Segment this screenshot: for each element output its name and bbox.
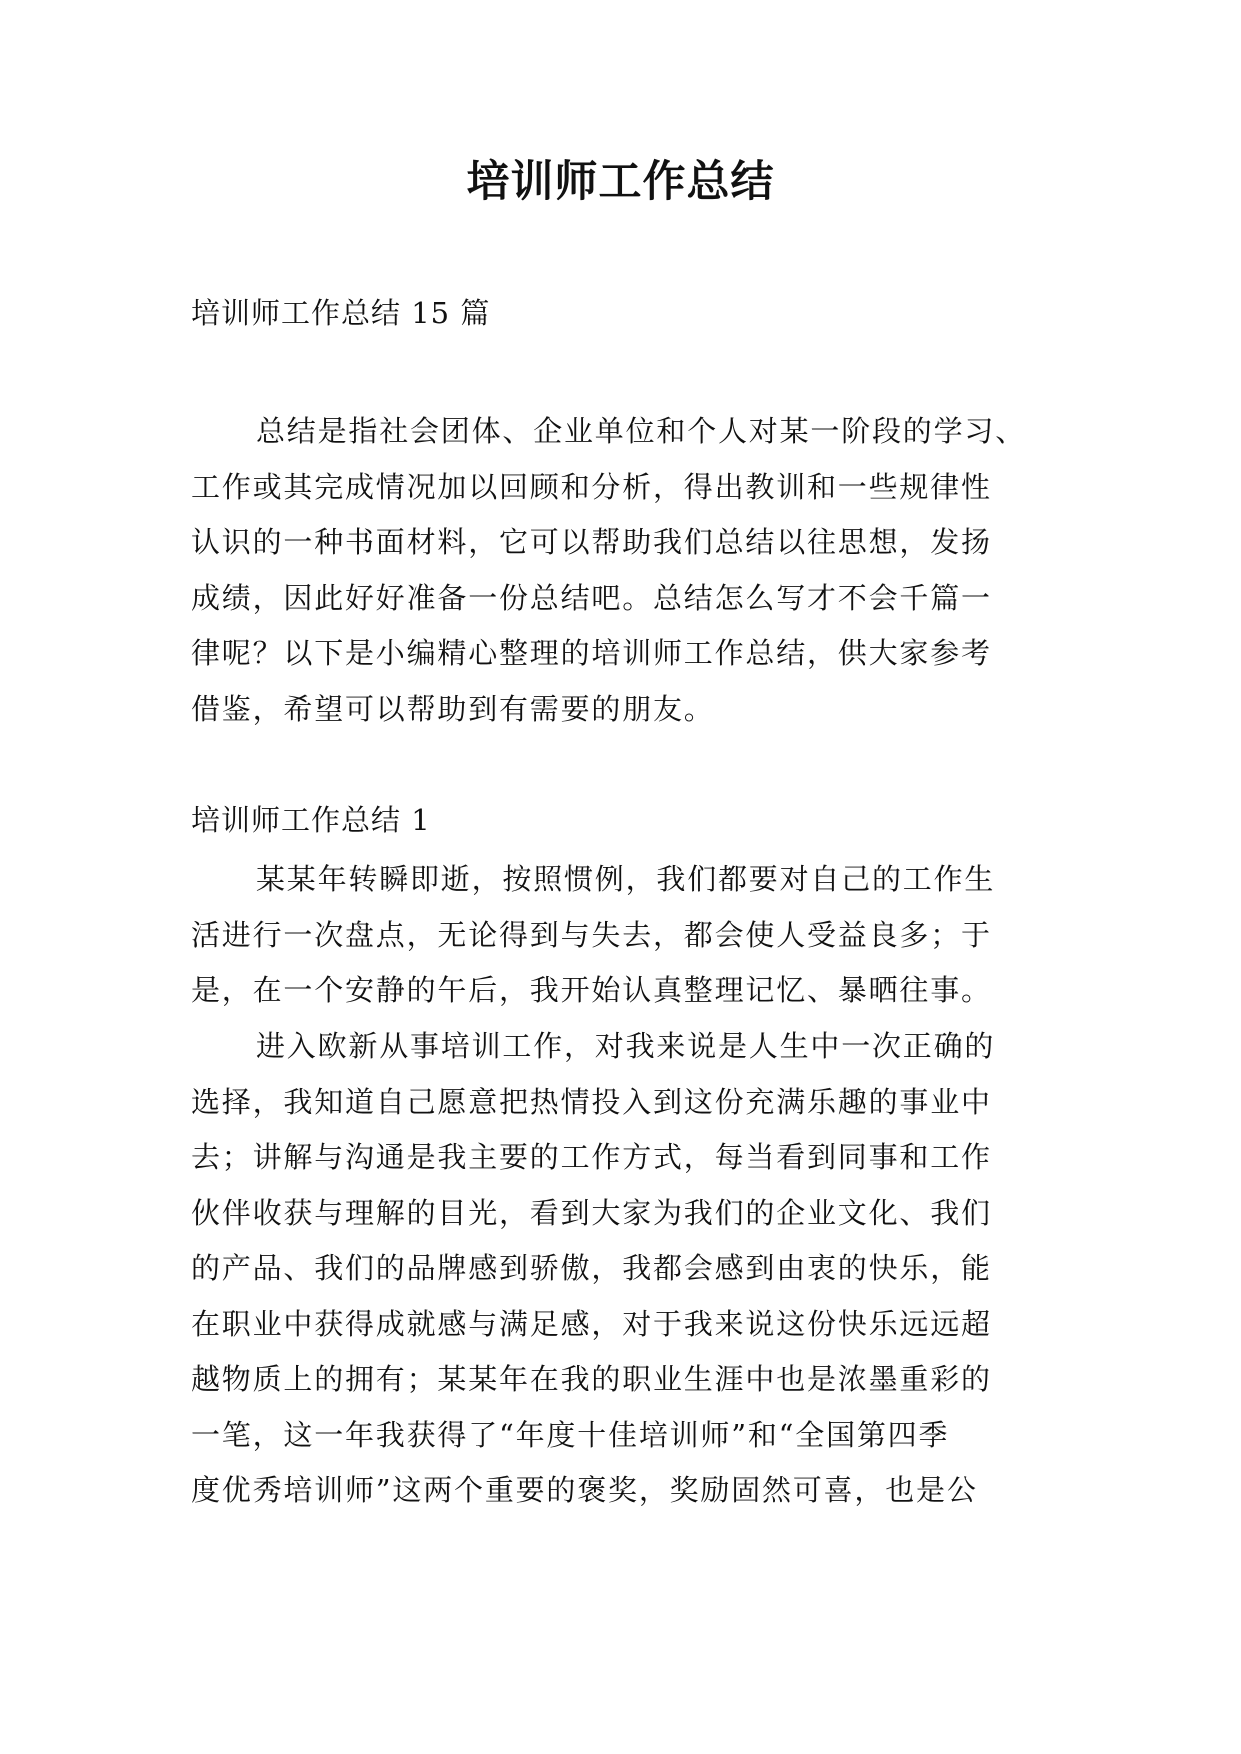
paragraph-line: 活进行一次盘点，无论得到与失去，都会使人受益良多；于 (191, 917, 992, 952)
intro-line: 律呢？以下是小编精心整理的培训师工作总结，供大家参考 (191, 636, 992, 670)
section-heading: 培训师工作总结 1 (191, 803, 431, 837)
intro-line: 总结是指社会团体、企业单位和个人对某一阶段的学习、 (256, 414, 1027, 448)
section-paragraph-2 (191, 1019, 1061, 1519)
intro-line: 工作或其完成情况加以回顾和分析，得出教训和一些规律性 (191, 469, 992, 504)
paragraph-line: 去；讲解与沟通是我主要的工作方式，每当看到同事和工作 (191, 1140, 992, 1174)
paragraph-line: 的产品、我们的品牌感到骄傲，我都会感到由衷的快乐，能 (191, 1251, 992, 1285)
intro-line: 成绩，因此好好准备一份总结吧。总结怎么写才不会千篇一 (191, 580, 992, 615)
intro-paragraph (191, 404, 1061, 737)
paragraph-line: 在职业中获得成就感与满足感，对于我来说这份快乐远远超 (191, 1306, 992, 1341)
paragraph-line: 是，在一个安静的午后，我开始认真整理记忆、暴晒往事。 (191, 973, 992, 1007)
paragraph-line: 进入欧新从事培训工作，对我来说是人生中一次正确的 (256, 1029, 996, 1063)
document-subtitle: 培训师工作总结 15 篇 (191, 296, 491, 330)
paragraph-line: 一笔，这一年我获得了“年度十佳培训师”和“全国第四季 (191, 1417, 950, 1452)
intro-line: 借鉴，希望可以帮助到有需要的朋友。 (191, 691, 715, 726)
paragraph-line: 越物质上的拥有；某某年在我的职业生涯中也是浓墨重彩的 (191, 1362, 992, 1396)
intro-line: 认识的一种书面材料，它可以帮助我们总结以往思想，发扬 (191, 525, 992, 559)
section-paragraph-1 (191, 852, 1061, 1019)
paragraph-line: 度优秀培训师”这两个重要的褒奖，奖励固然可喜，也是公 (191, 1473, 978, 1507)
paragraph-line: 选择，我知道自己愿意把热情投入到这份充满乐趣的事业中 (191, 1084, 992, 1119)
document-title: 培训师工作总结 (466, 157, 775, 207)
paragraph-line: 某某年转瞬即逝，按照惯例，我们都要对自己的工作生 (256, 862, 996, 896)
paragraph-line: 伙伴收获与理解的目光，看到大家为我们的企业文化、我们 (191, 1195, 992, 1230)
